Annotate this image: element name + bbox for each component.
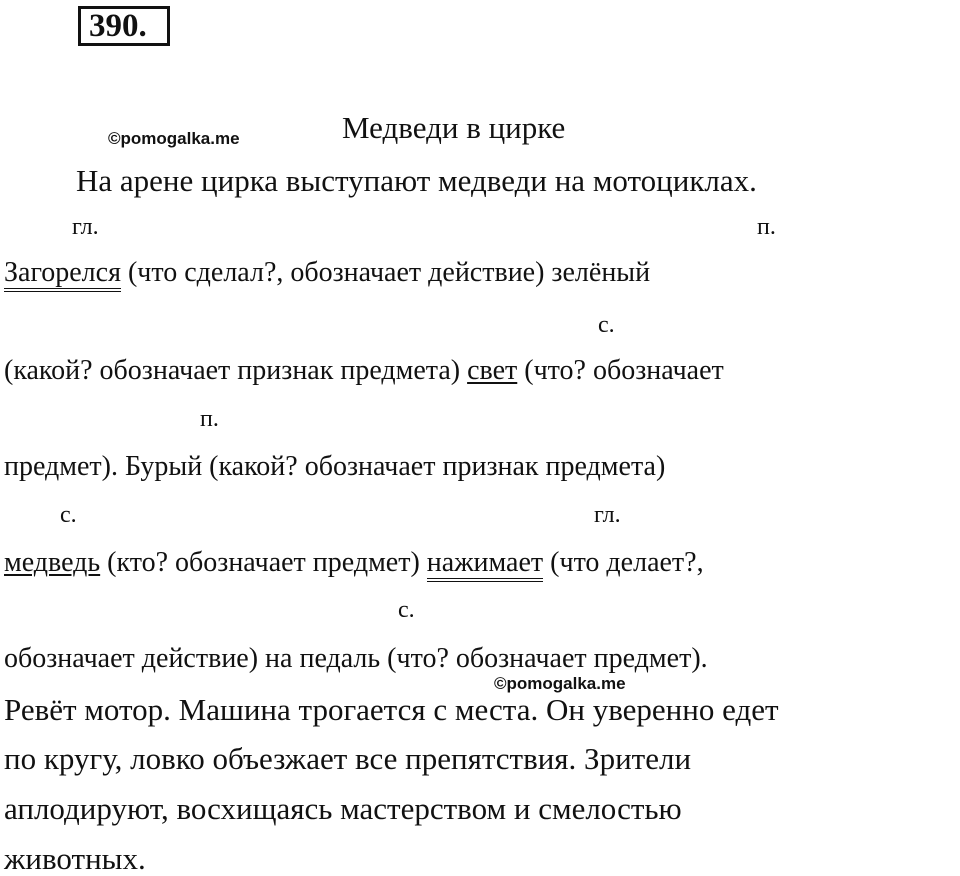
line-2-rest: (что сделал?, обозначает действие) зелёный	[120, 257, 651, 288]
text-line-3	[4, 357, 724, 385]
line-3-before: (какой? обозначает признак предмета)	[4, 355, 468, 386]
text-line-9: аплодируют, восхищаясь мастерством и смелостью	[4, 791, 682, 826]
exercise-number: 390.	[78, 6, 170, 46]
text-line-5	[4, 548, 704, 577]
text-line-6: обозначает действие) на педаль (что? обозначает предмет).	[4, 643, 708, 674]
watermark-top: ©pomogalka.me	[108, 129, 240, 148]
part-of-speech-mark-noun-3: с.	[398, 597, 415, 623]
text-line-2	[4, 258, 650, 287]
text-line-7: Ревёт мотор. Машина трогается с места. Он уверенно едет	[4, 692, 779, 727]
part-of-speech-mark-adjective-2: п.	[200, 406, 219, 432]
text-line-1: На арене цирка выступают медведи на мотоциклах.	[76, 163, 757, 198]
subject-word: свет	[467, 355, 518, 386]
part-of-speech-mark-noun: с.	[598, 312, 615, 338]
text-line-8: по кругу, ловко объезжает все препятствия. Зрители	[4, 741, 692, 776]
line-5-middle: (кто? обозначает предмет)	[100, 547, 427, 578]
text-line-10: животных.	[4, 841, 146, 876]
watermark-bottom: ©pomogalka.me	[494, 674, 626, 693]
part-of-speech-mark-adjective: п.	[757, 214, 776, 240]
text-line-4: предмет). Бурый (какой? обозначает признак предмета)	[4, 451, 666, 482]
line-5-after: (что делает?,	[543, 547, 704, 578]
text-title: Медведи в цирке	[342, 110, 566, 145]
part-of-speech-mark-verb: гл.	[72, 214, 99, 240]
subject-word-2: медведь	[4, 547, 101, 578]
predicate-word-2: нажимает	[427, 547, 543, 582]
line-3-after: (что? обозначает	[517, 355, 724, 386]
predicate-word: Загорелся	[4, 257, 121, 292]
part-of-speech-mark-verb-2: гл.	[594, 502, 621, 528]
part-of-speech-mark-noun-2: с.	[60, 502, 77, 528]
